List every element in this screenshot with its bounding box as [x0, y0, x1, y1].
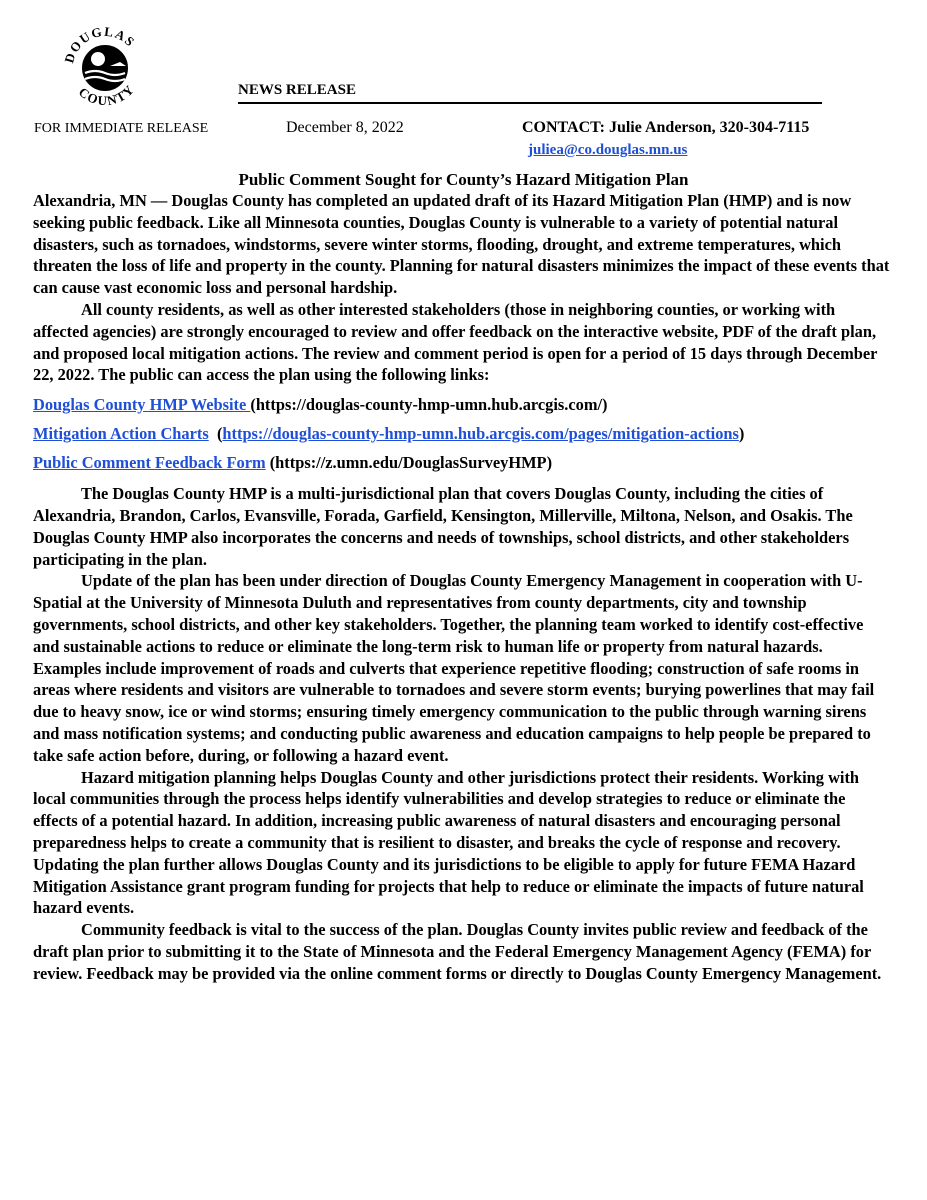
paragraph-jurisdictions: The Douglas County HMP is a multi-jurisdictional plan that covers Douglas County, including the cities of Alexandria, Brandon, Carlos, Evansville, Forada, Garfield, Kensington, Millerville, Miltona, Nelson, and Osakis. The Douglas County HMP also incorporates the concerns and needs of townships, school districts, and other stakeholders participating in the plan.: [33, 484, 853, 569]
paragraph-community-feedback: Community feedback is vital to the success of the plan. Douglas County invites public review and feedback of the draft plan prior to submitting it to the State of Minnesota and the Federal Emergency Management Agency (FEMA) for review. Feedback may be provided via the online comment forms or directly to Douglas County Emergency Management.: [33, 920, 882, 983]
logo-bottom-text: COUNTY: [75, 81, 138, 108]
hmp-website-url: (https://douglas-county-hmp-umn.hub.arcgis.com/): [250, 395, 608, 415]
mitigation-charts-url-link[interactable]: https://douglas-county-hmp-umn.hub.arcgis.com/pages/mitigation-actions: [222, 424, 739, 444]
link-line-website: [33, 394, 893, 415]
douglas-county-logo: [60, 18, 150, 108]
hmp-website-link[interactable]: Douglas County HMP Website: [33, 395, 251, 415]
feedback-form-url: (https://z.umn.edu/DouglasSurveyHMP): [265, 453, 553, 473]
mitigation-charts-link[interactable]: Mitigation Action Charts: [33, 424, 209, 444]
immediate-release-label: FOR IMMEDIATE RELEASE: [34, 121, 209, 136]
logo-top-text: DOUGLAS: [61, 23, 139, 65]
feedback-form-link[interactable]: Public Comment Feedback Form: [33, 453, 266, 473]
paragraph-intro: Alexandria, MN — Douglas County has completed an updated draft of its Hazard Mitigation Plan (HMP) and is now seeking public feedback. Like all Minnesota counties, Douglas County is vulnerable to a variety of potential natural disasters, such as tornadoes, windstorms, severe winter storms, flooding, drought, and extreme temperatures, which threaten the loss of life and property in the county. Planning for natural disasters minimizes the impact of these events that can cause vast economic loss and personal hardship.: [33, 191, 890, 298]
paragraph-mitigation-planning: Hazard mitigation planning helps Douglas County and other jurisdictions protect their residents. Working with local communities through the process helps identify vulnerabilities and develop strategies to reduce or eliminate the effects of a potential hazard. In addition, increasing public awareness of natural disasters and encouraging personal preparedness helps to create a community that is resilient to disaster, and breaks the cycle of response and recovery. Updating the plan further allows Douglas County and its jurisdictions to be eligible to apply for future FEMA Hazard Mitigation Assistance grant program funding for projects that help to reduce or eliminate the impacts of future natural hazard events.: [33, 767, 864, 918]
charts-close-paren: ): [738, 424, 745, 444]
paragraph-stakeholders: All county residents, as well as other interested stakeholders (those in neighboring counties, or working with affected agencies) are strongly encouraged to review and offer feedback on the interactive website, PDF of the draft plan, and proposed local mitigation actions. The review and comment period is open for a period of 15 days through December 22, 2022. The public can access the plan using the following links:: [33, 299, 878, 385]
headline: Public Comment Sought for County’s Hazard Mitigation Plan: [238, 170, 689, 189]
release-date: December 8, 2022: [286, 119, 404, 136]
article-body: [33, 190, 893, 985]
contact-info: CONTACT: Julie Anderson, 320-304-7115: [522, 119, 810, 136]
paragraph-plan-update: Update of the plan has been under direction of Douglas County Emergency Management in cooperation with U-Spatial at the University of Minnesota Duluth and representatives from county departments, city and township governments, school districts, and other key stakeholders. Together, the planning team worked to identify cost-effective and sustainable actions to reduce or eliminate the long-term risk to human life or property from natural hazards. Examples include improvement of roads and culverts that experience repetitive flooding; construction of safe rooms in areas where residents and visitors are vulnerable to tornadoes and severe storm events; burying powerlines that may fail due to heavy snow, ice or wind storms; ensuring timely emergency communication to the public through warning sirens and mass notification systems; and conducting public awareness and education campaigns to help people be prepared to take safe action before, during, or following a hazard event.: [33, 571, 875, 765]
link-line-charts: [33, 423, 893, 444]
contact-email-link[interactable]: juliea@co.douglas.mn.us: [528, 142, 688, 158]
header-divider: [238, 102, 822, 104]
news-release-label: NEWS RELEASE: [238, 82, 356, 98]
link-line-form: [33, 452, 893, 473]
charts-open-paren: (: [208, 424, 223, 444]
